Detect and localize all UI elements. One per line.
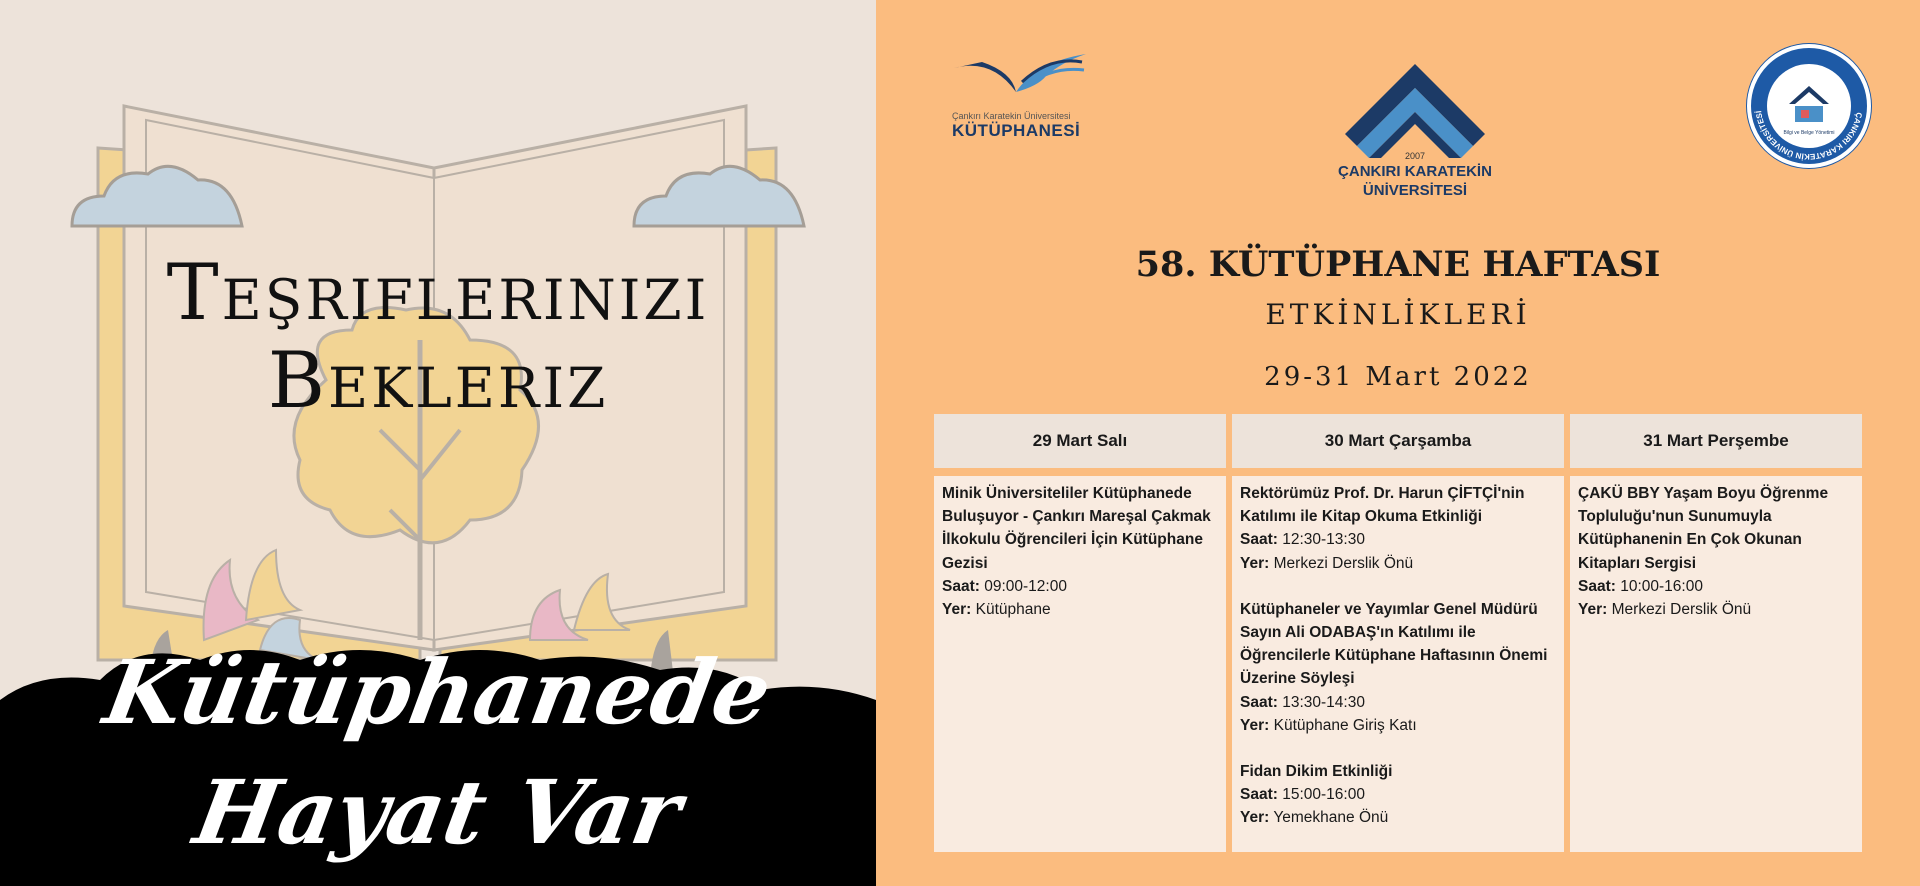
event-title-line: Üzerine Söyleşi (1240, 670, 1355, 688)
place-label: Yer: (942, 601, 972, 619)
event-title-line: İlkokulu Öğrencileri İçin Kütüphane (942, 531, 1203, 549)
library-university-text: Çankırı Karatekin Üniversitesi (952, 111, 1071, 121)
place-label: Yer: (1240, 554, 1270, 572)
event-place: Merkezi Derslik Önü (1269, 554, 1414, 572)
open-book-bird-icon (952, 52, 1088, 102)
event-title-line: Topluluğu'nun Sunumuyla (1578, 508, 1772, 526)
seal-text: ÇANKIRI KARATEKİN ÜNİVERSİTESİ (1754, 110, 1864, 162)
welcome-line-2: Bekleriz (267, 336, 609, 426)
university-name-2: ÜNİVERSİTESİ (1362, 182, 1468, 199)
event-date: 29-31 Mart 2022 (1264, 362, 1532, 392)
time-label: Saat: (1240, 786, 1278, 804)
event-place: Kütüphane (971, 601, 1051, 619)
event-title-line: Kütüphaneler ve Yayımlar Genel Müdürü (1240, 600, 1538, 618)
event-time: 09:00-12:00 (979, 577, 1067, 595)
day-column-3 (1570, 414, 1862, 468)
event-title-line: Minik Üniversiteliler Kütüphanede (942, 485, 1192, 502)
event-title-line: Kütüphanenin En Çok Okunan (1578, 531, 1802, 549)
university-year: 2007 (1404, 151, 1426, 161)
event-title: 58. KÜTÜPHANE HAFTASI (1135, 244, 1661, 285)
event-title-line: Sayın Ali ODABAŞ'ın Katılımı ile (1240, 624, 1476, 642)
day-heading: 29 Mart Salı (934, 414, 1226, 468)
event-title-line: Gezisi (942, 554, 988, 572)
university-logo (1310, 60, 1520, 199)
event-title-line: ÇAKÜ BBY Yaşam Boyu Öğrenme (1578, 485, 1829, 502)
seal-ring-text (1751, 48, 1867, 164)
place-label: Yer: (1240, 716, 1270, 734)
event-title-line: Rektörümüz Prof. Dr. Harun ÇİFTÇİ'nin (1240, 485, 1525, 502)
mountain-chevron-icon (1340, 60, 1490, 160)
event-item (1578, 482, 1854, 621)
book-illustration (0, 0, 876, 886)
event-title-line: Öğrencilerle Kütüphane Haftasının Önemi (1240, 647, 1548, 665)
event-place: Merkezi Derslik Önü (1607, 601, 1752, 619)
event-title-line: Fidan Dikim Etkinliği (1240, 763, 1393, 781)
day-events-3 (1570, 476, 1862, 852)
day-column-2 (1232, 414, 1564, 468)
event-item (1240, 598, 1556, 737)
event-item (1240, 760, 1556, 830)
place-label: Yer: (1578, 601, 1608, 619)
poster-panel (0, 0, 876, 886)
event-place: Yemekhane Önü (1269, 809, 1389, 827)
event-place: Kütüphane Giriş Katı (1269, 716, 1417, 734)
event-time: 15:00-16:00 (1277, 786, 1365, 804)
time-label: Saat: (942, 577, 980, 595)
event-subtitle: ETKİNLİKLERİ (1265, 298, 1531, 331)
event-title-line: Buluşuyor - Çankırı Mareşal Çakmak (942, 508, 1211, 526)
time-label: Saat: (1240, 531, 1278, 549)
event-item (1240, 482, 1556, 575)
event-title-line: Katılımı ile Kitap Okuma Etkinliği (1240, 508, 1483, 526)
day-heading: 31 Mart Perşembe (1570, 414, 1862, 468)
time-label: Saat: (1240, 693, 1278, 711)
event-title-line: Kitapları Sergisi (1578, 554, 1697, 572)
day-heading: 30 Mart Çarşamba (1232, 414, 1564, 468)
time-label: Saat: (1578, 577, 1616, 595)
library-logo (952, 52, 1092, 141)
event-item (942, 482, 1218, 621)
library-name: KÜTÜPHANESİ (952, 121, 1081, 140)
day-events-2 (1232, 476, 1564, 852)
welcome-line-1: Teşriflerinizi (166, 248, 710, 338)
place-label: Yer: (1240, 809, 1270, 827)
slogan-line-2: Hayat Var (187, 760, 689, 864)
slogan-line-1: Kütüphanede (97, 640, 779, 744)
department-seal (1747, 44, 1871, 168)
day-column-1 (934, 414, 1226, 468)
seal-inner-text: Bilgi ve Belge Yönetimi (1783, 130, 1835, 136)
day-events-1 (934, 476, 1226, 852)
svg-text:ÇANKIRI KARATEKİN ÜNİVERSİTESİ (1754, 110, 1863, 161)
event-time: 10:00-16:00 (1615, 577, 1703, 595)
event-time: 13:30-14:30 (1277, 693, 1365, 711)
event-time: 12:30-13:30 (1277, 531, 1365, 549)
university-name-1: ÇANKIRI KARATEKİN (1338, 163, 1492, 180)
events-panel (876, 0, 1920, 886)
